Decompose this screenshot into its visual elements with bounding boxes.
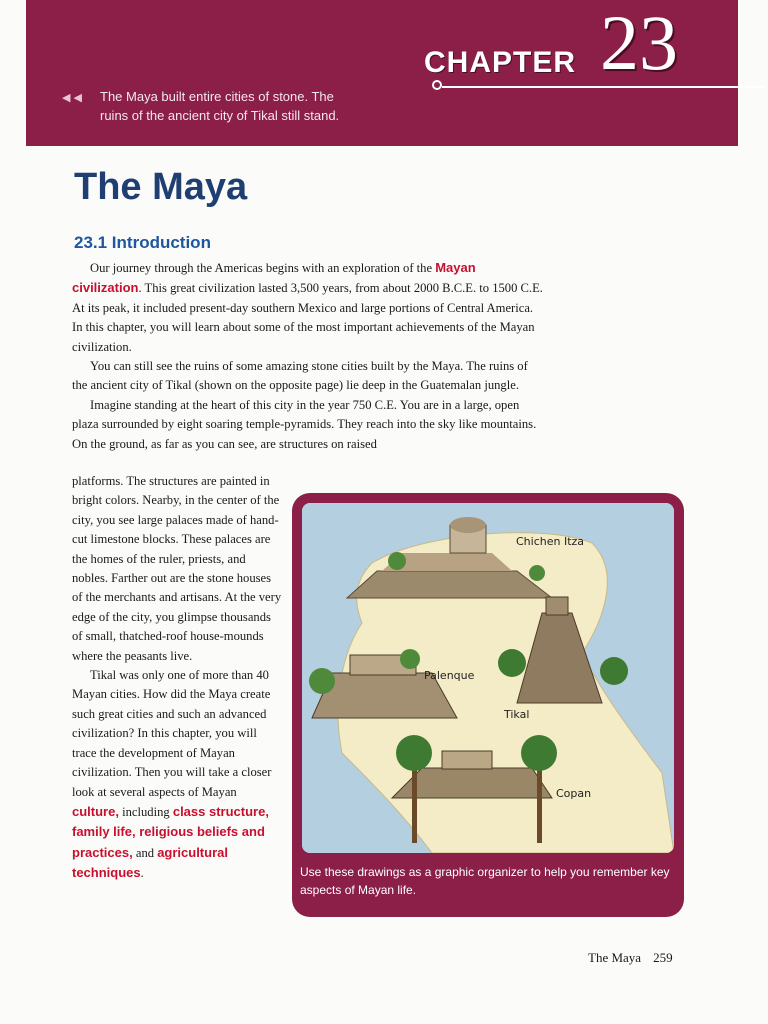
chapter-dot-icon [432, 80, 442, 90]
paragraph-3-cont: platforms. The structures are painted in bright colors. Nearby, in the center of the city, you see large palaces made of hand-cut limestone blocks. These palaces are the homes of the ruler, priests, and nobles. Farther out are the stone houses of the merchants and artisans. At the very edge of the city, you glimpse thousands of small, thatched-roof house-mounds where the peasants live. [72, 474, 282, 663]
p4-text-c: and [132, 845, 158, 860]
map-svg [302, 503, 674, 853]
section-heading: 23.1 Introduction [74, 233, 211, 252]
chapter-number: 23 [600, 0, 678, 86]
paragraph-2: You can still see the ruins of some amazing stone cities built by the Maya. The ruins of the ancient city of Tikal (shown on the opposite page) lie deep in the Guatemalan jungle. [72, 359, 528, 393]
banner-caption [62, 88, 422, 124]
page-number: 259 [653, 950, 673, 965]
site-label-chichen-itza: Chichen Itza [516, 535, 585, 548]
figure-graphic-organizer [292, 493, 684, 917]
keyword-mayan-civilization: Mayan civilization [72, 260, 476, 296]
page-title: The Maya [74, 166, 248, 208]
keyword-culture: culture, [72, 803, 119, 819]
chapter-rule [442, 86, 764, 88]
caption-line-1: The Maya built entire cities of stone. The [100, 89, 334, 104]
p4-text-d: . [140, 866, 144, 881]
paragraph-4 [72, 666, 282, 883]
narrow-column [72, 472, 282, 884]
p4-text-a: Tikal was only one of more than 40 Mayan cities. How did the Maya create such great cities and such an advanced civilization? In this chapter, you will trace the development of Mayan civilization. Then you will take a closer look at several aspects of Mayan [72, 668, 272, 799]
p4-text-b: including [118, 804, 173, 819]
map-illustration [302, 503, 674, 853]
p1-text-a: Our journey through the Americas begins with an exploration of the [90, 261, 436, 275]
site-label-palenque: Palenque [424, 669, 475, 682]
p1-text-b: . This great civilization lasted 3,500 years, from about 2000 B.C.E. to 1500 C.E. At its peak, it included present-day southern Mexico and large portions of Central America. In this chapter, you will learn about some of the most important achievements of the Mayan civilization. [72, 281, 543, 354]
double-arrow-icon: ◀ ◀ [62, 92, 82, 104]
figure-caption: Use these drawings as a graphic organizer to help you remember key aspects of Mayan life. [300, 865, 670, 897]
page-footer [588, 950, 673, 966]
paragraph-3: Imagine standing at the heart of this city in the year 750 C.E. You are in a large, open plaza surrounded by eight soaring temple-pyramids. They reach into the sky like mountains. On the ground, as far as you can see, are structures on raised [72, 397, 537, 451]
keyword-agricultural: agricultural techniques [72, 844, 228, 881]
caption-line-2: ruins of the ancient city of Tikal still stand. [100, 108, 340, 123]
site-label-copan: Copan [556, 787, 592, 800]
intro-body [72, 258, 546, 454]
chapter-label: CHAPTER [424, 46, 577, 79]
keyword-list: class structure, family life, religious beliefs and practices, [72, 803, 269, 860]
site-label-tikal: Tikal [504, 708, 530, 721]
paragraph-1 [72, 258, 546, 357]
running-title: The Maya [588, 950, 642, 965]
